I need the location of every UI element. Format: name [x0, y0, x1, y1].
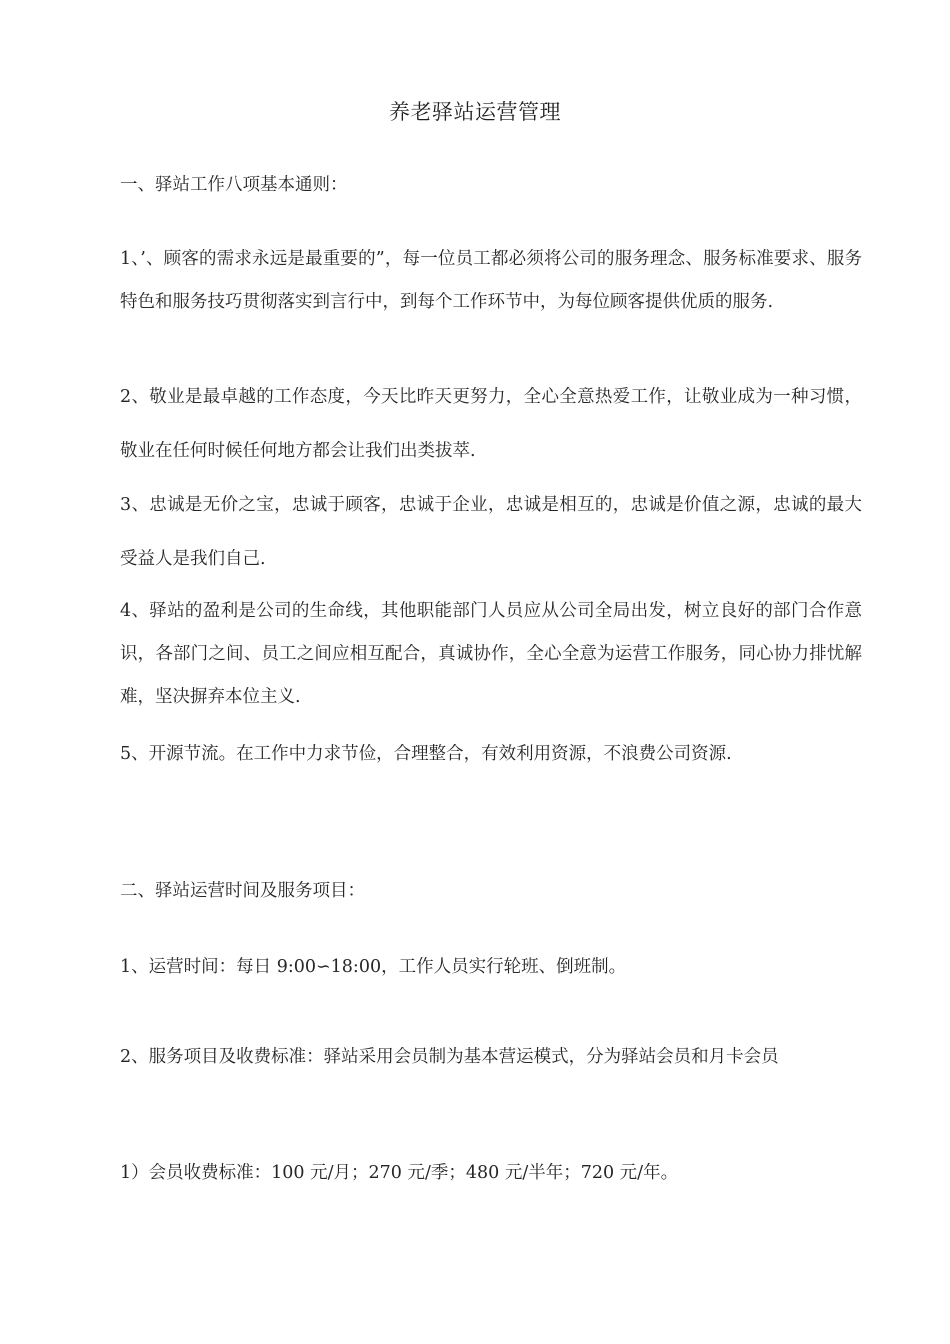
rule-item-customer-needs: 1、’、顾客的需求永远是最重要的”，每一位员工都必须将公司的服务理念、服务标准要求、服务特色和服务技巧贯彻落实到言行中，到每个工作环节中，为每位顾客提供优质的服务. [120, 249, 862, 312]
service-item-membership-fees: 1）会员收费标准：100 元/月；270 元/季；480 元/半年；720 元/年。 [120, 1163, 679, 1183]
rule-item-dedication: 2、敬业是最卓越的工作态度，今天比昨天更努力，全心全意热爱工作，让敬业成为一种习惯，敬业在任何时候任何地方都会让我们出类拔萃. [120, 387, 862, 461]
service-item-fee-standard: 2、服务项目及收费标准：驿站采用会员制为基本营运模式，分为驿站会员和月卡会员 [120, 1047, 779, 1067]
rule-item-cost-saving: 5、开源节流。在工作中力求节俭，合理整合，有效利用资源，不浪费公司资源. [120, 744, 732, 764]
document-title: 养老驿站运营管理 [389, 100, 561, 124]
rule-item-profitability: 4、驿站的盈利是公司的生命线，其他职能部门人员应从公司全局出发，树立良好的部门合作意识，各部门之间、员工之间应相互配合，真诚协作，全心全意为运营工作服务，同心协力排忧解难，坚决摒弃本位主义. [120, 601, 862, 707]
rule-item-loyalty: 3、忠诚是无价之宝，忠诚于顾客，忠诚于企业，忠诚是相互的，忠诚是价值之源，忠诚的最大受益人是我们自己. [120, 495, 862, 569]
service-item-operating-hours: 1、运营时间：每日 9:00∽18:00，工作人员实行轮班、倒班制。 [120, 957, 627, 977]
section-heading-operation-services: 二、驿站运营时间及服务项目： [120, 881, 365, 901]
section-heading-general-rules: 一、驿站工作八项基本通则： [120, 175, 348, 195]
